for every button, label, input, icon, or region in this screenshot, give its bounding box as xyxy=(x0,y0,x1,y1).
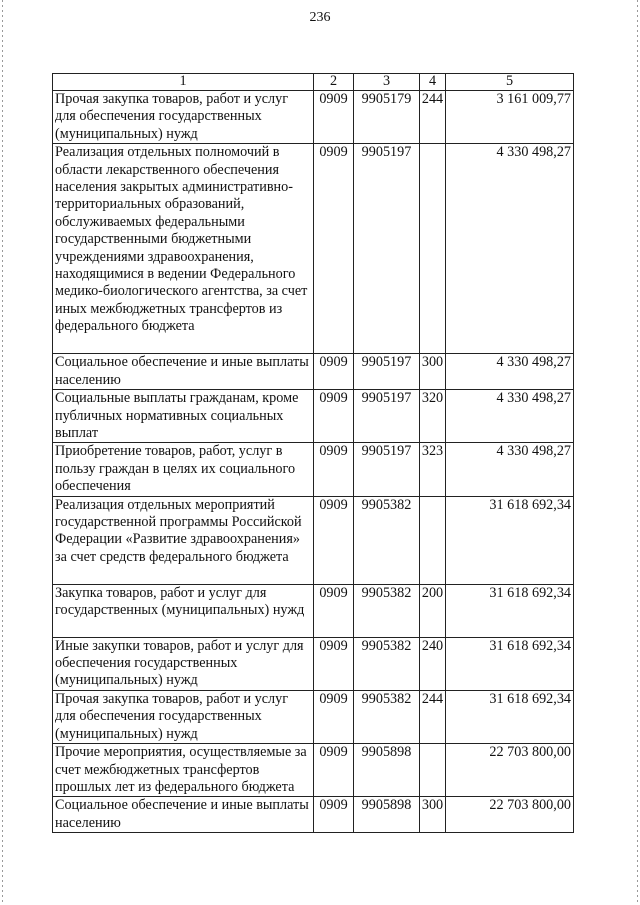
row-sum: 4 330 498,27 xyxy=(446,354,574,390)
row-section: 0909 xyxy=(314,144,354,354)
row-section: 0909 xyxy=(314,443,354,496)
row-type: 244 xyxy=(420,690,446,743)
row-type: 240 xyxy=(420,637,446,690)
row-section: 0909 xyxy=(314,744,354,797)
row-section: 0909 xyxy=(314,354,354,390)
row-type: 200 xyxy=(420,584,446,637)
row-section: 0909 xyxy=(314,637,354,690)
row-type: 300 xyxy=(420,797,446,833)
table-row xyxy=(53,797,574,833)
row-sum: 3 161 009,77 xyxy=(446,91,574,144)
table-row xyxy=(53,390,574,443)
row-sum: 31 618 692,34 xyxy=(446,637,574,690)
row-section: 0909 xyxy=(314,690,354,743)
header-col-5: 5 xyxy=(446,74,574,91)
table-row xyxy=(53,744,574,797)
row-article: 9905382 xyxy=(354,690,420,743)
row-article: 9905197 xyxy=(354,443,420,496)
table-row xyxy=(53,584,574,637)
row-name: Прочая закупка товаров, работ и услуг для обеспечения государственных (муниципальных) нужд xyxy=(53,91,314,144)
table-row xyxy=(53,354,574,390)
scan-edge-right xyxy=(637,0,638,905)
row-article: 9905179 xyxy=(354,91,420,144)
row-name: Иные закупки товаров, работ и услуг для обеспечения государственных (муниципальных) нужд xyxy=(53,637,314,690)
row-article: 9905197 xyxy=(354,390,420,443)
row-type xyxy=(420,144,446,354)
row-sum: 4 330 498,27 xyxy=(446,144,574,354)
scan-edge-left xyxy=(2,0,3,905)
row-article: 9905382 xyxy=(354,584,420,637)
row-name: Реализация отдельных полномочий в области лекарственного обеспечения населения закрытых административно-территориальных образований, обслуживаемых федеральными государственными бюджетными учреждениями здравоохранения, находящимися в ведении Федерального медико-биологического агентства, за счет иных межбюджетных трансфертов из федерального бюджета xyxy=(53,144,314,354)
table-row xyxy=(53,443,574,496)
row-type xyxy=(420,744,446,797)
page-number: 236 xyxy=(309,10,331,25)
row-section: 0909 xyxy=(314,584,354,637)
row-name: Прочая закупка товаров, работ и услуг для обеспечения государственных (муниципальных) нужд xyxy=(53,690,314,743)
row-type: 320 xyxy=(420,390,446,443)
table-row xyxy=(53,690,574,743)
row-name: Реализация отдельных мероприятий государственной программы Российской Федерации «Развитие здравоохранения» за счет средств федерального бюджета xyxy=(53,496,314,584)
table-row xyxy=(53,144,574,354)
row-sum: 31 618 692,34 xyxy=(446,584,574,637)
header-col-1: 1 xyxy=(53,74,314,91)
header-row xyxy=(53,74,574,91)
budget-table xyxy=(52,73,574,833)
table-row xyxy=(53,496,574,584)
header-col-2: 2 xyxy=(314,74,354,91)
row-article: 9905898 xyxy=(354,797,420,833)
header-col-3: 3 xyxy=(354,74,420,91)
row-sum: 22 703 800,00 xyxy=(446,744,574,797)
row-name: Приобретение товаров, работ, услуг в пользу граждан в целях их социального обеспечения xyxy=(53,443,314,496)
row-type: 244 xyxy=(420,91,446,144)
row-type: 300 xyxy=(420,354,446,390)
row-name: Социальные выплаты гражданам, кроме публичных нормативных социальных выплат xyxy=(53,390,314,443)
table-row xyxy=(53,91,574,144)
row-article: 9905197 xyxy=(354,354,420,390)
row-name: Прочие мероприятия, осуществляемые за счет межбюджетных трансфертов прошлых лет из федерального бюджета xyxy=(53,744,314,797)
row-type: 323 xyxy=(420,443,446,496)
row-name: Закупка товаров, работ и услуг для государственных (муниципальных) нужд xyxy=(53,584,314,637)
row-section: 0909 xyxy=(314,797,354,833)
row-sum: 31 618 692,34 xyxy=(446,690,574,743)
row-sum: 4 330 498,27 xyxy=(446,443,574,496)
row-name: Социальное обеспечение и иные выплаты населению xyxy=(53,797,314,833)
row-article: 9905197 xyxy=(354,144,420,354)
row-sum: 31 618 692,34 xyxy=(446,496,574,584)
row-section: 0909 xyxy=(314,496,354,584)
row-article: 9905382 xyxy=(354,496,420,584)
row-sum: 4 330 498,27 xyxy=(446,390,574,443)
row-sum: 22 703 800,00 xyxy=(446,797,574,833)
row-article: 9905898 xyxy=(354,744,420,797)
row-type xyxy=(420,496,446,584)
header-col-4: 4 xyxy=(420,74,446,91)
row-section: 0909 xyxy=(314,91,354,144)
row-name: Социальное обеспечение и иные выплаты населению xyxy=(53,354,314,390)
table-row xyxy=(53,637,574,690)
row-section: 0909 xyxy=(314,390,354,443)
row-article: 9905382 xyxy=(354,637,420,690)
